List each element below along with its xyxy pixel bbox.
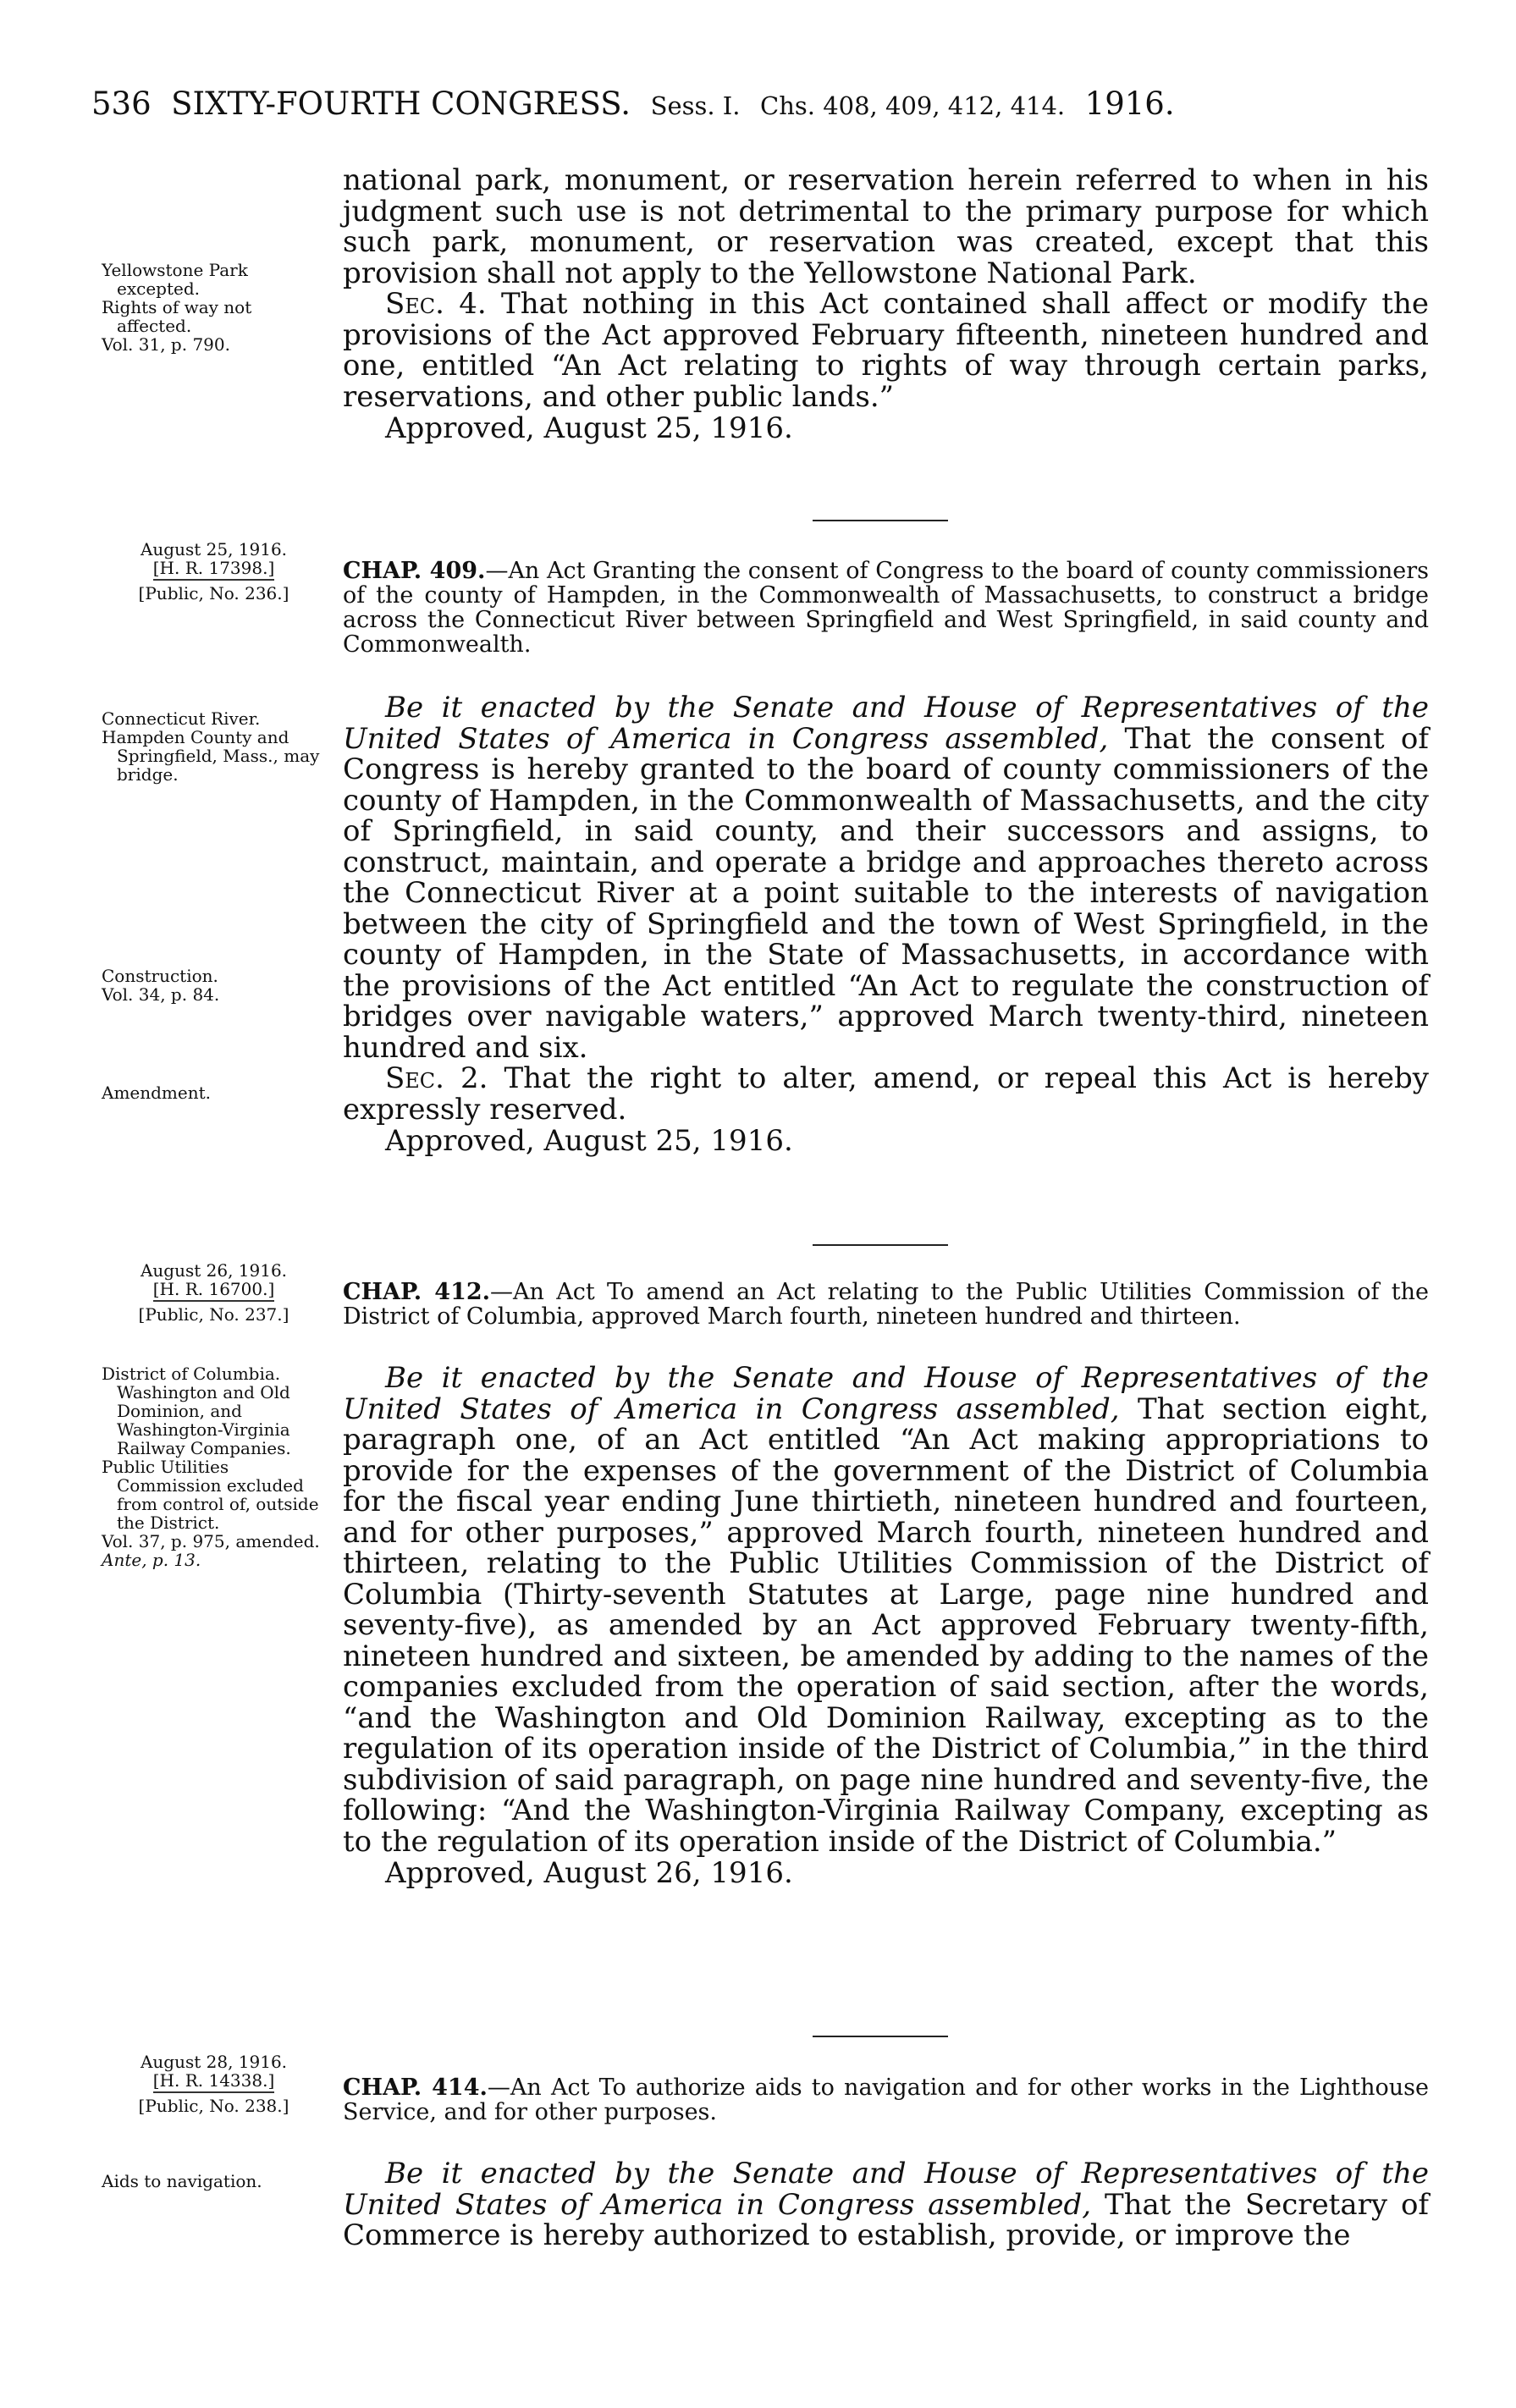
section-divider bbox=[813, 520, 948, 521]
margin-note: Amendment. bbox=[102, 1083, 212, 1103]
congress-title: SIXTY-FOURTH CONGRESS. bbox=[171, 85, 631, 122]
bill-number: [H. R. 14338.] bbox=[153, 2071, 275, 2093]
chap414-text bbox=[343, 2158, 1429, 2251]
margin-note: Connecticut River. bbox=[102, 708, 261, 729]
margin-note: Aids to navigation. bbox=[102, 2171, 262, 2191]
margin-note: Yellowstone Park excepted. bbox=[102, 260, 248, 299]
margin-note: Vol. 34, p. 84. bbox=[102, 984, 220, 1005]
act-text: That the consent of Congress is hereby granted to the board of county commissioners of the county of Hampden, in the Commonwealth of Massachusetts, and the city of Springfield, in said county, and their successors and assigns, to construct, maintain, and operate a bridge and approaches thereto across the Connecticut River at a point suitable to the interests of navigation between the city of Springfield and the town of West Springfield, in the county of Hampden, in the State of Massachusetts, in accordance with the provisions of the Act entitled “An Act to regulate the construction of bridges over navigable waters,” approved March twenty-third, nineteen hundred and six. bbox=[343, 721, 1429, 1065]
chap-title-text: —An Act To authorize aids to navigation and for other works in the Lighthouse Service, and for other purposes. bbox=[343, 2075, 1430, 2125]
chap-label: CHAP. 412. bbox=[343, 1279, 491, 1305]
section-text: That the right to alter, amend, or repeal this Act is hereby expressly reserved. bbox=[343, 1061, 1430, 1127]
margin-notes-chap412 bbox=[102, 1364, 326, 1569]
running-header bbox=[91, 85, 1429, 125]
chapters-label: Chs. 408, 409, 412, 414. bbox=[760, 91, 1066, 120]
section-divider bbox=[813, 2036, 948, 2037]
margin-note-text: Ante, p. 13. bbox=[102, 1550, 201, 1570]
margin-chap412-header bbox=[102, 1261, 326, 1324]
margin-note: Vol. 37, p. 975, amended. bbox=[102, 1531, 320, 1551]
margin-notes-chap414 bbox=[102, 2172, 326, 2190]
chap-title-text: —An Act Granting the consent of Congress to the board of county commissioners of the county of Hampden, in the Commonwealth of Massachusetts, to construct a bridge across the Connecticut River between Springfield and West Springfield, in said county and Commonwealth. bbox=[343, 558, 1429, 658]
section-text: That nothing in this Act contained shall affect or modify the provisions of the Act approved February fifteenth, nineteen hundred and one, entitled “An Act relating to rights of way through certain parks, reservations, and other public lands.” bbox=[343, 287, 1429, 414]
section-label: Sec. 4. bbox=[385, 287, 487, 321]
header-year: 1916. bbox=[1084, 85, 1175, 122]
chap409-text bbox=[343, 692, 1429, 1063]
chap-label: CHAP. 414. bbox=[343, 2075, 488, 2101]
margin-note: Hampden County and Springfield, Mass., may bridge. bbox=[102, 727, 320, 785]
chap408-sec4 bbox=[343, 289, 1429, 412]
margin-chap414-header bbox=[102, 2053, 326, 2115]
chap408-text: national park, monument, or reservation herein referred to when in his judgment such use is not detrimental to the primary purpose for which such park, monument, or reservation was created, except that this provision shall not apply to the Yellowstone National Park. bbox=[343, 163, 1429, 290]
chap414-title bbox=[343, 2075, 1429, 2124]
approved-line: Approved, August 26, 1916. bbox=[385, 1856, 793, 1890]
act-date: August 25, 1916. bbox=[140, 539, 288, 559]
chap409-body bbox=[343, 692, 1429, 1157]
margin-chap409-header bbox=[102, 540, 326, 603]
approved-line: Approved, August 25, 1916. bbox=[385, 1124, 793, 1158]
margin-notes-chap409-b bbox=[102, 967, 326, 1004]
chap409-title bbox=[343, 559, 1429, 657]
chap-title-text: —An Act To amend an Act relating to the Public Utilities Commission of the District of Columbia, approved March fourth, nineteen hundred and thirteen. bbox=[343, 1279, 1429, 1330]
margin-note: District of Columbia. Washington and Old Dominion, and Washington-Virginia Railway Companies. bbox=[102, 1364, 291, 1458]
chap412-body bbox=[343, 1363, 1429, 1889]
enacting-clause: Be it enacted by the Senate and House of Representatives of the United States of America in Congress assembled, bbox=[343, 691, 1429, 756]
public-number: [Public, No. 238.] bbox=[138, 2096, 289, 2116]
act-date: August 28, 1916. bbox=[140, 2052, 288, 2072]
margin-note: Rights of way not affected. bbox=[102, 297, 252, 336]
bill-number: [H. R. 17398.] bbox=[153, 559, 275, 581]
section-label: Sec. 2. bbox=[385, 1061, 488, 1095]
margin-notes-chap409 bbox=[102, 709, 326, 784]
enacting-clause: Be it enacted by the Senate and House of Representatives of the United States of America in Congress assembled, bbox=[343, 1361, 1429, 1426]
margin-notes-chap409-c bbox=[102, 1083, 326, 1102]
chap409-sec2 bbox=[343, 1063, 1429, 1125]
chap412-title bbox=[343, 1280, 1429, 1329]
chap408-body bbox=[343, 165, 1429, 444]
margin-note bbox=[102, 1551, 326, 1569]
public-number: [Public, No. 237.] bbox=[138, 1304, 289, 1325]
chap414-body bbox=[343, 2158, 1429, 2251]
margin-note: Public Utilities Commission excluded from control of, outside the District. bbox=[102, 1457, 319, 1533]
public-number: [Public, No. 236.] bbox=[138, 583, 289, 603]
page-number: 536 bbox=[91, 85, 152, 122]
session-label: Sess. I. bbox=[650, 91, 741, 120]
chap-label: CHAP. 409. bbox=[343, 558, 486, 584]
approved-line: Approved, August 25, 1916. bbox=[385, 411, 793, 445]
act-text: That section eight, paragraph one, of an Act entitled “An Act making appropriations to provide for the expenses of the government of the District of Columbia for the fiscal year ending June thirtieth, nineteen hundred and fourteen, and for other purposes,” approved March fourth, nineteen hundred and thirteen, relating to the Public Utilities Commission of the District of Columbia (Thirty-seventh Statutes at Large, page nine hundred and seventy-five), as amended by an Act approved February twenty-fifth, nineteen hundred and sixteen, be amended by adding to the names of the companies excluded from the operation of said section, after the words, “and the Washington and Old Dominion Railway, excepting as to the regulation of its operation inside of the District of Columbia,” in the third subdivision of said paragraph, on page nine hundred and seventy-five, the following: “And the Washington-Virginia Railway Company, excepting as to the regulation of its operation inside of the District of Columbia.” bbox=[343, 1391, 1429, 1859]
section-divider bbox=[813, 1244, 948, 1246]
margin-notes-chap408 bbox=[102, 261, 326, 354]
margin-note: Construction. bbox=[102, 966, 218, 986]
act-text: That the Secretary of Commerce is hereby authorized to establish, provide, or improve the bbox=[343, 2187, 1429, 2252]
bill-number: [H. R. 16700.] bbox=[153, 1280, 275, 1302]
chap412-text bbox=[343, 1363, 1429, 1857]
margin-note: Vol. 31, p. 790. bbox=[102, 334, 230, 355]
enacting-clause: Be it enacted by the Senate and House of Representatives of the United States of America in Congress assembled, bbox=[343, 2157, 1429, 2222]
act-date: August 26, 1916. bbox=[140, 1260, 288, 1281]
